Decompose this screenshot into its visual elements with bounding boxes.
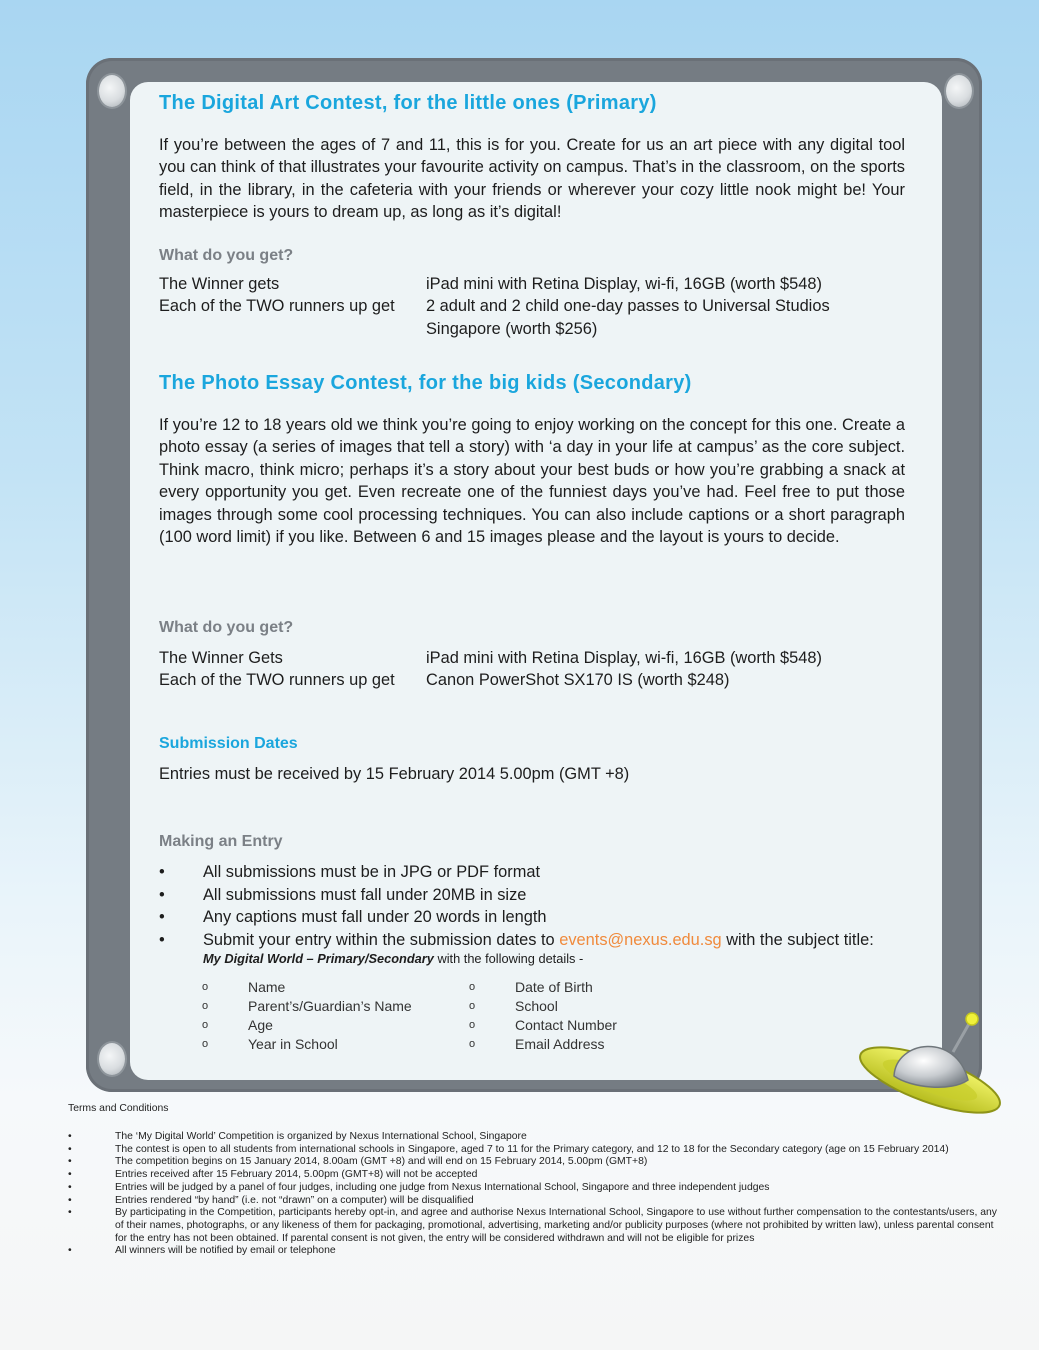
bullet-icon: • — [68, 1143, 72, 1155]
subject-line — [203, 951, 919, 967]
prize-row — [159, 669, 899, 691]
terms-item-text: By participating in the Competition, participants hereby opt-in, and agree and authorise Nexus International School, Singapore to use without further compensation to the contestants/users, any of their names, photographs, or any likeness of them for packaging, promotional, advertising, marketing and/or publicity purposes (where not prohibited by written law), unless parental consent for the entry has not been obtained. If parental consent is not given, the entry will be considered withdrawn and will not be eligible for prizes — [115, 1207, 997, 1244]
bullet-icon: • — [68, 1169, 72, 1181]
circle-bullet-icon: o — [202, 1019, 209, 1031]
submit-prefix: Submit your entry within the submission dates to — [203, 930, 560, 949]
detail-label: Email Address — [515, 1036, 605, 1052]
terms-item-text: The competition begins on 15 January 2014, 8.00am (GMT +8) and will end on 15 February 2014, 5.00pm (GMT+8) — [115, 1156, 648, 1168]
detail-label: School — [515, 998, 558, 1014]
detail-label: Parent’s/Guardian’s Name — [248, 998, 412, 1014]
bullet-icon: • — [68, 1194, 72, 1206]
bullet-icon: • — [68, 1245, 72, 1257]
bullet-icon: • — [159, 930, 165, 949]
bullet-icon: • — [68, 1181, 72, 1193]
prize-value: iPad mini with Retina Display, wi-fi, 16GB (worth $548) — [426, 275, 822, 293]
circle-bullet-icon: o — [469, 981, 476, 993]
section2-prize-table — [159, 647, 899, 692]
list-item — [159, 929, 919, 968]
terms-item — [68, 1245, 998, 1258]
section1-description: If you’re between the ages of 7 and 11, this is for you. Create for us an art piece with any digital tool you can think of that illustrates your favourite activity on campus. That’s in the classroom, on the sports field, in the library, in the cafeteria with your friends or wherever your cozy little nook might be! Your masterpiece is yours to dream up, as long as it’s digital! — [159, 136, 905, 222]
terms-item-text: The contest is open to all students from international schools in Singapore, aged 7 to 11 for the Primary category, and 12 to 18 for the Secondary category (age on 15 February 2014) — [115, 1143, 949, 1155]
section2-title: The Photo Essay Contest, for the big kids (Secondary) — [159, 372, 692, 394]
detail-item — [202, 997, 412, 1016]
circle-bullet-icon: o — [469, 1038, 476, 1050]
list-item — [159, 906, 919, 929]
bolt-top-left-icon — [99, 75, 125, 107]
list-item — [159, 884, 919, 907]
section2-description: If you’re 12 to 18 years old we think you’re going to enjoy working on the concept for this one. Create a photo essay (a series of images that tell a story) with ‘a day in your life at campus’ as the core subject. Think macro, think micro; perhaps it’s a story about your best buds or how you’re grabbing a snack at every opportunity you get. Even recreate one of the funniest days you’ve had. Feel free to put those images through some cool processing techniques. You can also include captions or a short paragraph (100 word limit) if you like. Between 6 and 15 images please and the layout is yours to decide. — [159, 416, 905, 547]
section1-title: The Digital Art Contest, for the little ones (Primary) — [159, 92, 657, 114]
subject-title: My Digital World – Primary/Secondary — [203, 951, 434, 967]
detail-label: Name — [248, 979, 286, 995]
detail-item — [469, 1035, 617, 1054]
detail-label: Age — [248, 1017, 273, 1033]
circle-bullet-icon: o — [469, 1000, 476, 1012]
detail-item — [469, 997, 617, 1016]
section1-prize-table — [159, 273, 899, 340]
list-item-text: Any captions must fall under 20 words in length — [203, 908, 547, 927]
terms-item-text: The ‘My Digital World’ Competition is organized by Nexus International School, Singapore — [115, 1131, 527, 1142]
terms-item — [68, 1131, 998, 1144]
terms-title: Terms and Conditions — [68, 1103, 169, 1114]
circle-bullet-icon: o — [202, 1000, 209, 1012]
prize-value: 2 adult and 2 child one-day passes to Universal Studios Singapore (worth $256) — [426, 297, 830, 338]
detail-label: Date of Birth — [515, 979, 593, 995]
terms-item — [68, 1156, 998, 1169]
section1-prizes-heading: What do you get? — [159, 247, 294, 264]
terms-list — [68, 1131, 998, 1258]
prize-row — [159, 295, 899, 340]
terms-item — [68, 1195, 998, 1208]
prize-recipient: The Winner Gets — [159, 649, 283, 667]
list-item-text: All submissions must be in JPG or PDF format — [203, 863, 541, 881]
entry-heading: Making an Entry — [159, 833, 283, 850]
detail-item — [202, 1035, 412, 1054]
prize-row — [159, 273, 899, 295]
details-left-column — [202, 978, 412, 1054]
terms-item — [68, 1207, 998, 1245]
bullet-icon: • — [159, 908, 165, 927]
prize-value: iPad mini with Retina Display, wi-fi, 16GB (worth $548) — [426, 649, 822, 667]
bullet-icon: • — [68, 1131, 72, 1142]
detail-label: Year in School — [248, 1036, 338, 1052]
detail-item — [469, 1016, 617, 1035]
details-right-column — [469, 978, 617, 1054]
subject-suffix: with the following details - — [433, 951, 584, 967]
submit-suffix: with the subject title: — [721, 930, 874, 949]
list-item — [159, 861, 919, 884]
prize-value: Canon PowerShot SX170 IS (worth $248) — [426, 671, 730, 690]
circle-bullet-icon: o — [202, 1038, 209, 1050]
terms-item-text: All winners will be notified by email or telephone — [115, 1245, 336, 1257]
section2-prizes-heading: What do you get? — [159, 619, 294, 636]
prize-recipient: Each of the TWO runners up get — [159, 671, 395, 690]
bullet-icon: • — [159, 885, 165, 904]
circle-bullet-icon: o — [202, 981, 209, 993]
submission-heading: Submission Dates — [159, 735, 298, 752]
flying-saucer-icon — [856, 1010, 1006, 1130]
bullet-icon: • — [68, 1207, 72, 1219]
bullet-icon: • — [68, 1156, 72, 1168]
bolt-top-right-icon — [946, 75, 972, 107]
terms-item — [68, 1182, 998, 1195]
bullet-icon: • — [159, 863, 165, 881]
entry-rules-list — [159, 861, 919, 967]
list-item-text: All submissions must fall under 20MB in size — [203, 885, 527, 904]
bolt-bottom-left-icon — [99, 1043, 125, 1075]
circle-bullet-icon: o — [469, 1019, 476, 1031]
detail-item — [202, 1016, 412, 1035]
terms-item-text: Entries received after 15 February 2014, 5.00pm (GMT+8) will not be accepted — [115, 1169, 478, 1181]
terms-item-text: Entries will be judged by a panel of four judges, including one judge from Nexus International School, Singapore and three independent judges — [115, 1181, 770, 1193]
detail-label: Contact Number — [515, 1017, 617, 1033]
prize-recipient: Each of the TWO runners up get — [159, 297, 395, 316]
detail-item — [202, 978, 412, 997]
terms-item-text: Entries rendered “by hand” (i.e. not “drawn” on a computer) will be disqualified — [115, 1194, 474, 1206]
terms-item — [68, 1169, 998, 1182]
prize-recipient: The Winner gets — [159, 275, 280, 293]
terms-item — [68, 1144, 998, 1157]
prize-row — [159, 647, 899, 669]
detail-item — [469, 978, 617, 997]
email-link[interactable]: events@nexus.edu.sg — [559, 930, 722, 949]
submission-deadline: Entries must be received by 15 February 2014 5.00pm (GMT +8) — [159, 765, 630, 783]
